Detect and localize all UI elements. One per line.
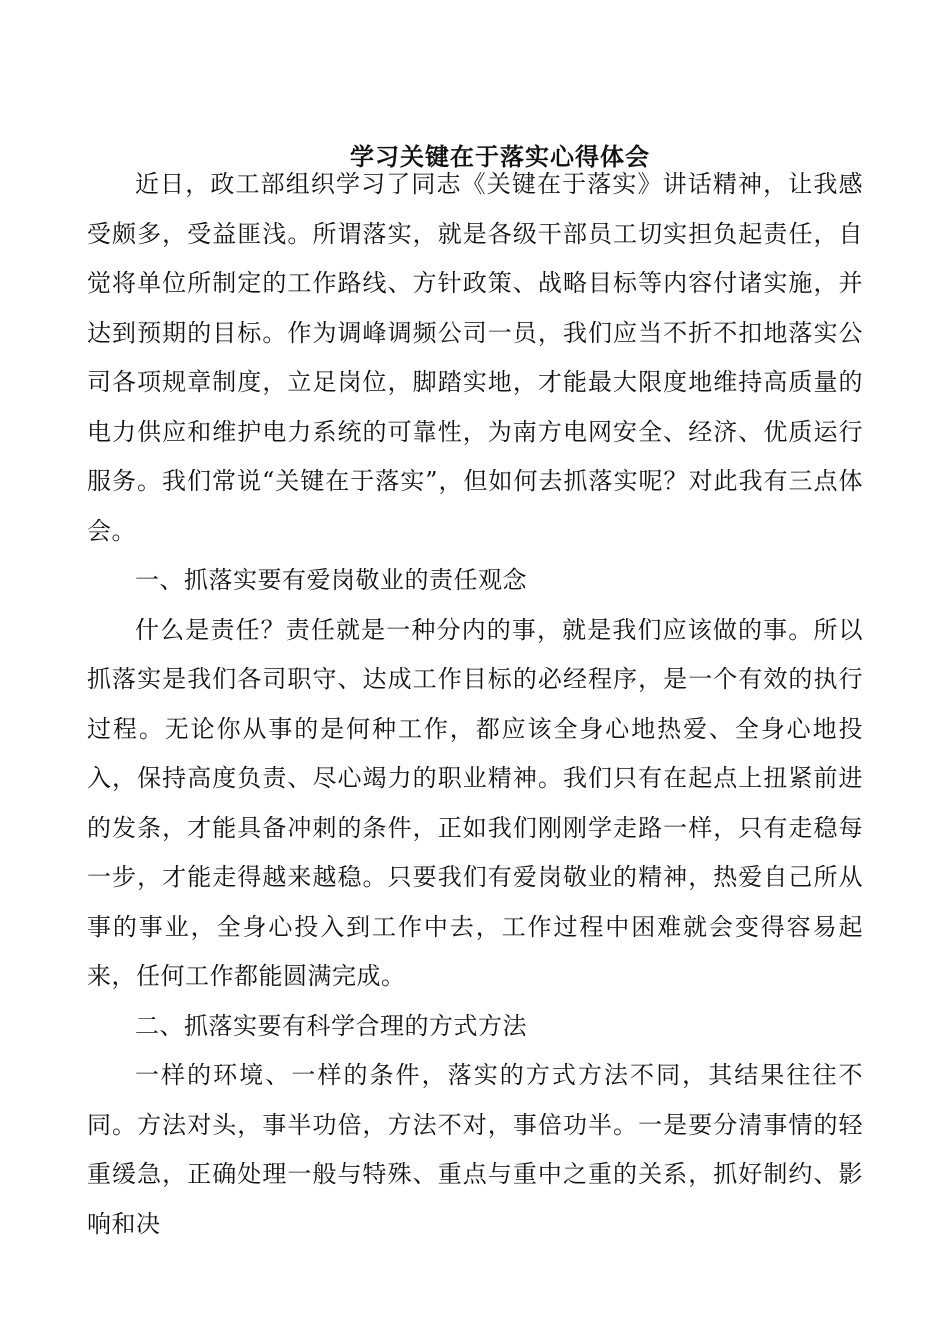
paragraph-responsibility: 什么是责任？责任就是一种分内的事，就是我们应该做的事。所以抓落实是我们各司职守、达成工作目标的必经程序，是一个有效的执行过程。无论你从事的是何种工作，都应该全身心地热爱、全身心地投入，保持高度负责、尽心竭力的职业精神。我们只有在起点上扭紧前进的发条，才能具备冲刺的条件，正如我们刚刚学走路一样，只有走稳每一步，才能走得越来越稳。只要我们有爱岗敬业的精神，热爱自己所从事的事业，全身心投入到工作中去，工作过程中困难就会变得容易起来，任何工作都能圆满完成。 bbox=[87, 615, 863, 990]
document-title: 学习关键在于落实心得体会 bbox=[350, 142, 650, 171]
section-heading-1: 一、抓落实要有爱岗敬业的责任观念 bbox=[135, 566, 527, 594]
section-heading-2: 二、抓落实要有科学合理的方式方法 bbox=[135, 1011, 527, 1040]
paragraph-intro: 近日，政工部组织学习了同志《关键在于落实》讲话精神，让我感受颇多，受益匪浅。所谓落实，就是各级干部员工切实担负起责任，自觉将单位所制定的工作路线、方针政策、战略目标等内容付诸实施，并达到预期的目标。作为调峰调频公司一员，我们应当不折不扣地落实公司各项规章制度，立足岗位，脚踏实地，才能最大限度地维持高质量的电力供应和维护电力系统的可靠性，为南方电网安全、经济、优质运行服务。我们常说“关键在于落实”，但如何去抓落实呢？对此我有三点体会。 bbox=[87, 170, 863, 545]
document-body bbox=[87, 160, 863, 1249]
paragraph-methods: 一样的环境、一样的条件，落实的方式方法不同，其结果往往不同。方法对头，事半功倍，方法不对，事倍功半。一是要分清事情的轻重缓急，正确处理一般与特殊、重点与重中之重的关系，抓好制约、影响和决 bbox=[87, 1061, 863, 1238]
